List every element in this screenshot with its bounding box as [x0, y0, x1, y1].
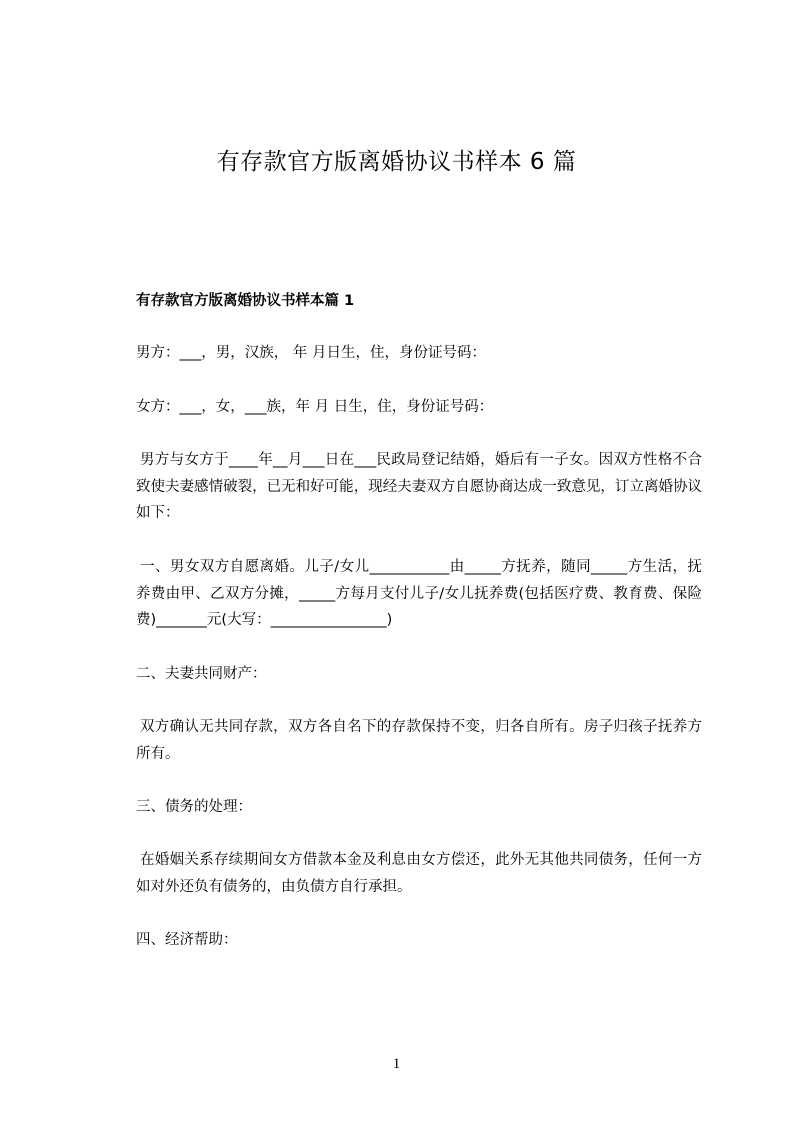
paragraph-male-party: 男方：___，男，汉族， 年 月日生，住，身份证号码：	[136, 345, 486, 361]
document-title: 有存款官方版离婚协议书样本 6 篇	[216, 149, 577, 175]
section-title: 有存款官方版离婚协议书样本篇 1	[136, 293, 355, 309]
paragraph-female-party: 女方：___，女，___族，年 月 日生，住，身份证号码：	[136, 399, 494, 415]
paragraph-clause-1: 一、男女双方自愿离婚。儿子/女儿___________由_____方抚养，随同_____方生活，抚养费由甲、乙双方分摊，_____方每月支付儿子/女儿抚养费(包括医疗费、教育费、保险费)_______元(大写：________________)	[136, 559, 702, 628]
paragraph-clause-3-body: 在婚姻关系存续期间女方借款本金及利息由女方偿还，此外无其他共同债务，任何一方如对外还负有债务的，由负债方自行承担。	[136, 852, 702, 895]
paragraph-clause-2-heading: 二、夫妻共同财产：	[136, 666, 267, 682]
page-number: 1	[392, 1056, 401, 1072]
paragraph-clause-4-heading: 四、经济帮助：	[136, 932, 238, 948]
paragraph-clause-2-body: 双方确认无共同存款，双方各自名下的存款保持不变，归各自所有。房子归孩子抚养方所有。	[136, 719, 702, 762]
paragraph-clause-3-heading: 三、债务的处理：	[136, 799, 252, 815]
paragraph-marriage-background: 男方与女方于____年__月___日在___民政局登记结婚，婚后有一子女。因双方性格不合致使夫妻感情破裂，已无和好可能，现经夫妻双方自愿协商达成一致意见，订立离婚协议如下：	[136, 452, 702, 521]
